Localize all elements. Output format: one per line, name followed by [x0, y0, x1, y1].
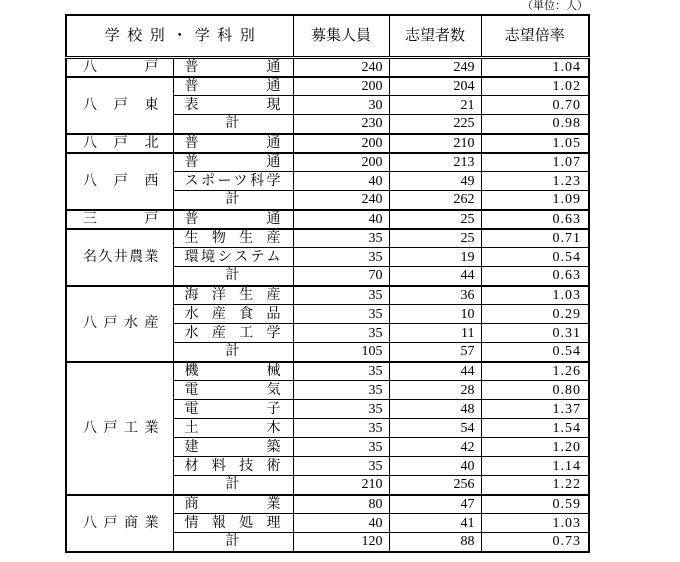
ratio-cell: 1.03 — [481, 286, 589, 305]
applicants-cell: 36 — [389, 286, 481, 305]
department-cell: 水産工学 — [173, 324, 293, 343]
table-row — [66, 495, 589, 514]
applicants-cell: 44 — [389, 267, 481, 286]
capacity-cell: 35 — [293, 457, 389, 476]
applicants-cell: 204 — [389, 77, 481, 96]
capacity-cell: 40 — [293, 210, 389, 229]
applicants-cell: 54 — [389, 419, 481, 438]
capacity-cell: 120 — [293, 533, 389, 552]
capacity-cell: 35 — [293, 438, 389, 457]
ratio-cell: 0.31 — [481, 324, 589, 343]
ratio-cell: 0.63 — [481, 210, 589, 229]
capacity-cell: 40 — [293, 514, 389, 533]
capacity-cell: 35 — [293, 286, 389, 305]
capacity-cell: 200 — [293, 153, 389, 172]
ratio-cell: 1.02 — [481, 77, 589, 96]
school-name-cell: 八戸水産 — [66, 286, 173, 362]
applicants-cell: 28 — [389, 381, 481, 400]
capacity-cell: 80 — [293, 495, 389, 514]
table-body — [66, 57, 589, 552]
table-row — [66, 134, 589, 153]
applicants-cell: 213 — [389, 153, 481, 172]
department-cell: 水産食品 — [173, 305, 293, 324]
table-row — [66, 286, 589, 305]
capacity-cell: 40 — [293, 172, 389, 191]
ratio-cell: 0.73 — [481, 533, 589, 552]
applicants-cell: 262 — [389, 191, 481, 210]
capacity-cell: 105 — [293, 343, 389, 362]
table-row — [66, 153, 589, 172]
ratio-cell: 0.54 — [481, 343, 589, 362]
header-applicants: 志望者数 — [389, 15, 481, 57]
applicants-cell: 256 — [389, 476, 481, 495]
school-name-cell: 八戸工業 — [66, 362, 173, 495]
department-cell: 機械 — [173, 362, 293, 381]
department-cell: 表現 — [173, 96, 293, 115]
school-name-cell: 八戸 — [66, 57, 173, 77]
department-cell: スポーツ科学 — [173, 172, 293, 191]
department-cell: 電子 — [173, 400, 293, 419]
school-name-cell: 八戸西 — [66, 153, 173, 210]
applicants-cell: 44 — [389, 362, 481, 381]
department-cell: 普通 — [173, 57, 293, 77]
ratio-cell: 1.26 — [481, 362, 589, 381]
table-header-row — [66, 15, 589, 57]
applicants-cell: 40 — [389, 457, 481, 476]
ratio-cell: 0.70 — [481, 96, 589, 115]
department-cell: 建築 — [173, 438, 293, 457]
department-cell: 商業 — [173, 495, 293, 514]
total-label-cell: 計 — [173, 267, 293, 286]
applicants-cell: 11 — [389, 324, 481, 343]
ratio-cell: 0.71 — [481, 229, 589, 248]
applicants-cell: 249 — [389, 57, 481, 77]
ratio-cell: 1.37 — [481, 400, 589, 419]
ratio-cell: 1.22 — [481, 476, 589, 495]
ratio-cell: 0.54 — [481, 248, 589, 267]
ratio-cell: 0.80 — [481, 381, 589, 400]
header-school-department: 学校別・学科別 — [66, 15, 293, 57]
total-label-cell: 計 — [173, 343, 293, 362]
ratio-cell: 1.09 — [481, 191, 589, 210]
total-label-cell: 計 — [173, 115, 293, 134]
applicants-cell: 57 — [389, 343, 481, 362]
capacity-cell: 230 — [293, 115, 389, 134]
applicants-cell: 21 — [389, 96, 481, 115]
department-cell: 海洋生産 — [173, 286, 293, 305]
capacity-cell: 35 — [293, 419, 389, 438]
ratio-cell: 1.14 — [481, 457, 589, 476]
department-cell: 普通 — [173, 153, 293, 172]
table-row — [66, 229, 589, 248]
capacity-cell: 35 — [293, 362, 389, 381]
ratio-cell: 0.29 — [481, 305, 589, 324]
ratio-cell: 1.05 — [481, 134, 589, 153]
applicants-cell: 19 — [389, 248, 481, 267]
ratio-cell: 0.59 — [481, 495, 589, 514]
department-cell: 普通 — [173, 134, 293, 153]
capacity-cell: 240 — [293, 191, 389, 210]
school-name-cell: 三戸 — [66, 210, 173, 229]
table-row — [66, 210, 589, 229]
total-label-cell: 計 — [173, 191, 293, 210]
department-cell: 普通 — [173, 77, 293, 96]
capacity-cell: 35 — [293, 305, 389, 324]
applicants-cell: 25 — [389, 210, 481, 229]
applicants-cell: 47 — [389, 495, 481, 514]
school-name-cell: 八戸東 — [66, 77, 173, 134]
ratio-cell: 0.63 — [481, 267, 589, 286]
school-name-cell: 八戸商業 — [66, 495, 173, 552]
department-cell: 材料技術 — [173, 457, 293, 476]
department-cell: 環境システム — [173, 248, 293, 267]
capacity-cell: 35 — [293, 324, 389, 343]
ratio-cell: 1.54 — [481, 419, 589, 438]
table-head — [66, 15, 589, 57]
capacity-cell: 30 — [293, 96, 389, 115]
ratio-cell: 1.03 — [481, 514, 589, 533]
capacity-cell: 200 — [293, 77, 389, 96]
applicants-cell: 49 — [389, 172, 481, 191]
department-cell: 普通 — [173, 210, 293, 229]
department-cell: 生物生産 — [173, 229, 293, 248]
header-capacity: 募集人員 — [293, 15, 389, 57]
unit-note: （単位：人） — [522, 0, 588, 12]
table-row — [66, 362, 589, 381]
capacity-cell: 200 — [293, 134, 389, 153]
capacity-cell: 210 — [293, 476, 389, 495]
header-ratio: 志望倍率 — [481, 15, 589, 57]
ratio-cell: 1.07 — [481, 153, 589, 172]
applicants-cell: 25 — [389, 229, 481, 248]
applicants-cell: 10 — [389, 305, 481, 324]
admissions-table — [65, 14, 590, 553]
total-label-cell: 計 — [173, 533, 293, 552]
department-cell: 土木 — [173, 419, 293, 438]
capacity-cell: 35 — [293, 400, 389, 419]
applicants-cell: 210 — [389, 134, 481, 153]
school-name-cell: 八戸北 — [66, 134, 173, 153]
capacity-cell: 35 — [293, 381, 389, 400]
ratio-cell: 1.04 — [481, 57, 589, 77]
table-row — [66, 57, 589, 77]
applicants-cell: 225 — [389, 115, 481, 134]
applicants-cell: 41 — [389, 514, 481, 533]
total-label-cell: 計 — [173, 476, 293, 495]
department-cell: 電気 — [173, 381, 293, 400]
capacity-cell: 35 — [293, 248, 389, 267]
department-cell: 情報処理 — [173, 514, 293, 533]
capacity-cell: 70 — [293, 267, 389, 286]
ratio-cell: 1.20 — [481, 438, 589, 457]
capacity-cell: 35 — [293, 229, 389, 248]
ratio-cell: 0.98 — [481, 115, 589, 134]
table-row — [66, 77, 589, 96]
capacity-cell: 240 — [293, 57, 389, 77]
applicants-cell: 48 — [389, 400, 481, 419]
school-name-cell: 名久井農業 — [66, 229, 173, 286]
applicants-cell: 42 — [389, 438, 481, 457]
applicants-cell: 88 — [389, 533, 481, 552]
ratio-cell: 1.23 — [481, 172, 589, 191]
